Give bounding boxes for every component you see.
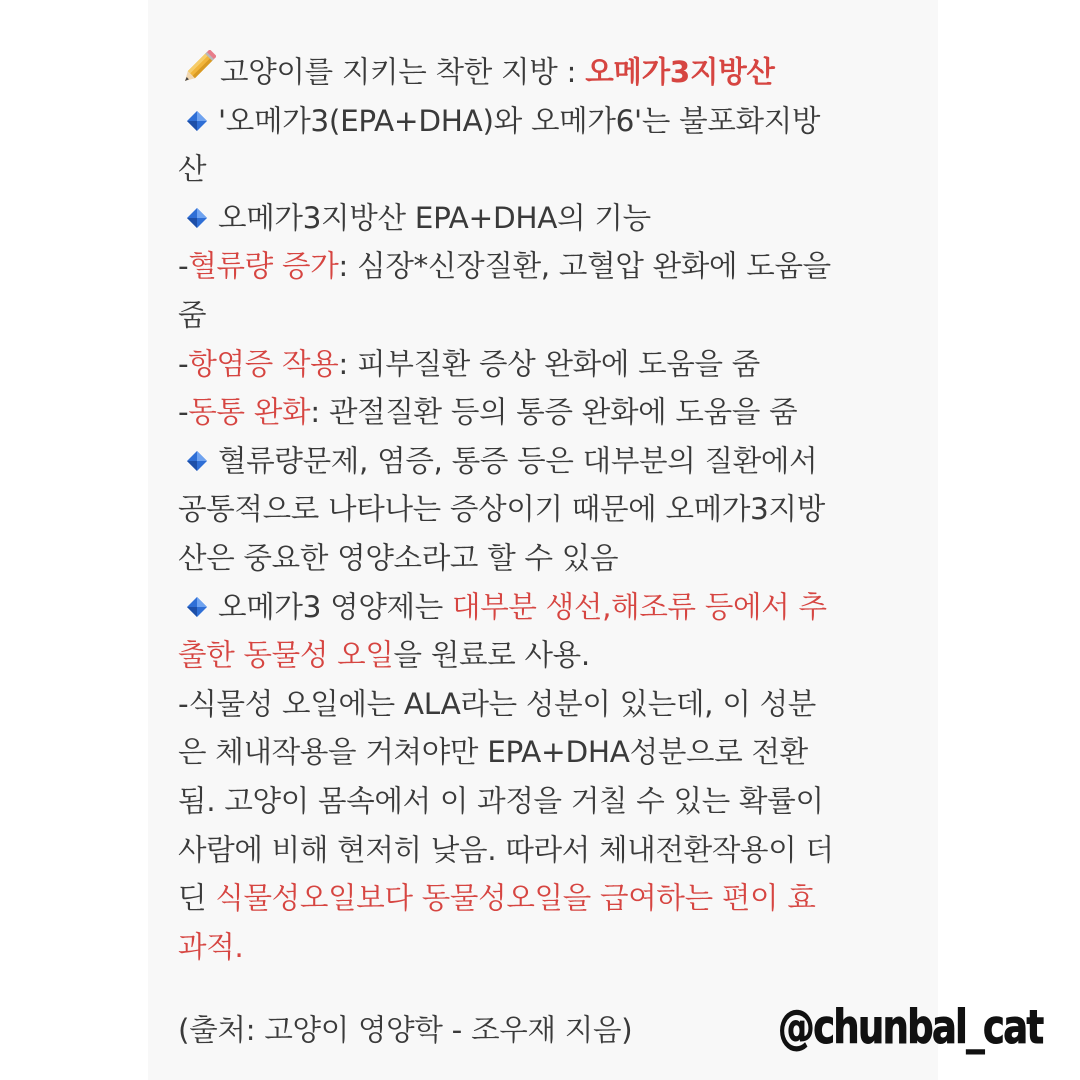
point4-highlight: 대부분 생선,해조류 등에서 추 [452,589,827,624]
point4-line2 [178,631,923,680]
pencil-icon [178,50,216,88]
function-item [178,388,923,437]
account-handle: @chunbal_cat [778,1000,1043,1054]
function-text: : 피부질환 증상 완화에 도움을 줌 [338,346,761,381]
heading-text: 고양이를 지키는 착한 지방 : [220,55,586,89]
plant-note-line: -식물성 오일에는 ALA라는 성분이 있는데, 이 성분 [178,686,817,721]
plant-note-line [178,923,923,972]
plant-note-highlight: 과적. [178,929,244,964]
function-highlight: 항염증 작용 [188,346,339,381]
function-item [178,242,923,291]
function-item-cont: 줌 [178,297,207,332]
article-body [178,48,923,971]
function-text: : 심장*신장질환, 고혈압 완화에 도움을 [338,249,831,284]
plant-note-line: 됨. 고양이 몸속에서 이 과정을 거칠 수 있는 확률이 [178,783,824,818]
blue-diamond-icon [186,438,208,460]
heading-line [178,48,923,97]
function-prefix: - [178,346,189,381]
function-item [178,340,923,389]
point1-text: '오메가3(EPA+DHA)와 오메가6'는 불포화지방 [218,103,821,138]
function-prefix: - [178,395,189,430]
point3-line3: 산은 중요한 영양소라고 할 수 있음 [178,540,619,575]
point3-line1 [178,437,923,486]
point3-text: 혈류량문제, 염증, 통증 등은 대부분의 질환에서 [218,443,818,478]
plant-note-line [178,874,923,923]
function-text: : 관절질환 등의 통증 완화에 도움을 줌 [310,395,798,430]
function-highlight: 혈류량 증가 [188,249,339,284]
point4-line1 [178,583,923,632]
plant-note-prefix: 딘 [178,881,216,916]
blue-diamond-icon [186,98,208,120]
point2-text: 오메가3지방산 EPA+DHA의 기능 [218,200,651,235]
point4-rest: 을 원료로 사용. [393,638,590,673]
plant-note-line: 은 체내작용을 거쳐야만 EPA+DHA성분으로 전환 [178,735,808,770]
blue-diamond-icon [186,195,208,217]
plant-note-highlight: 식물성오일보다 동물성오일을 급여하는 편이 효 [215,881,816,916]
point2-line [178,194,923,243]
point4-highlight: 출한 동물성 오일 [178,638,394,673]
source-citation: (출처: 고양이 영양학 - 조우재 지음) [178,1013,633,1047]
function-prefix: - [178,249,189,284]
point1-line2: 산 [178,152,207,187]
point4-prefix: 오메가3 영양제는 [218,589,453,624]
point1-line1 [178,97,923,146]
point3-line2: 공통적으로 나타나는 증상이기 때문에 오메가3지방 [178,492,825,527]
heading-highlight: 오메가3지방산 [585,55,775,89]
plant-note-line: 사람에 비해 현저히 낮음. 따라서 체내전환작용이 더 [178,832,834,867]
blue-diamond-icon [186,584,208,606]
function-highlight: 동통 완화 [188,395,311,430]
